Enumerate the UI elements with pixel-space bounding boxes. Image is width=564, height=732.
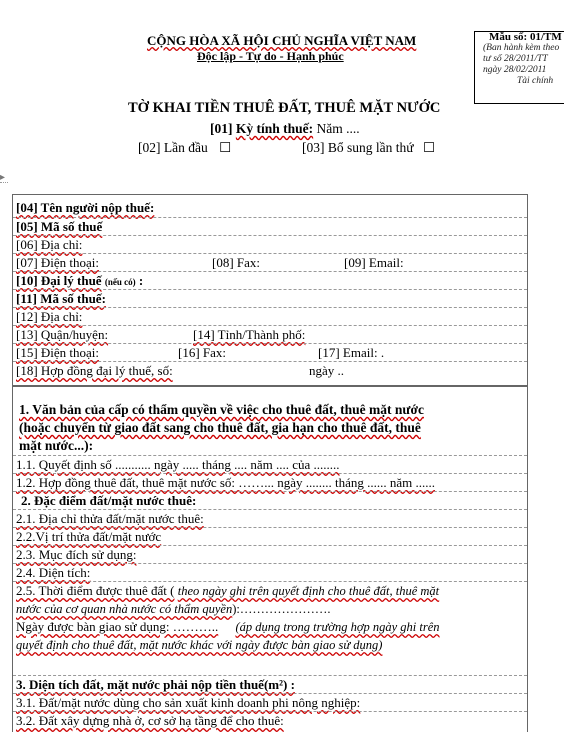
tax-period-code: [01] [210,121,233,136]
first-time-label: [02] Lần đầu [138,140,208,155]
section1-title: 1. Văn bản của cấp có thẩm quyền về việc cho thuê đất, thuê mặt nước (hoặc chuyển từ giao đất sang cho thuê đất, gia hạn cho thuê đất, thuê mặt nước...): [19,402,424,453]
taxpayer-name-row [13,199,527,217]
first-time-checkbox[interactable]: ☐ [219,140,232,155]
taxpayer-info-table [12,194,528,386]
form-number-box [474,31,564,104]
agent-address-label: [12] Địa chỉ: [16,309,83,324]
land-address-label: 2.1. Địa chỉ thửa đất/mặt nước thuê: [16,511,204,526]
nonagri-area-label: 3.1. Đất/mặt nước dùng cho sản xuất kinh doanh phi nông nghiệp: [16,695,361,710]
agent-fax-label: [16] Fax: [178,345,227,360]
form-issued-line3: ngày 28/02/2011 [483,65,547,75]
supplement-label: [03] Bổ sung lần thứ [302,140,414,155]
form-code: Mẫu số: 01/TM [489,31,562,43]
agent-contact-row [13,343,527,362]
country-heading: CỘNG HÒA XÃ HỘI CHỦ NGHĨA VIỆT NAM [147,33,417,48]
decision-line: 1.1. Quyết định số ........... ngày ..... tháng .... năm .... của ........ [16,457,340,472]
margin-marker-icon: ▸ [0,172,6,183]
form-title: TỜ KHAI TIỀN THUÊ ĐẤT, THUÊ MẶT NƯỚC [128,100,441,116]
section2-lease-time-row [13,581,527,654]
first-time-option[interactable] [138,140,231,156]
land-position-label: 2.2.Vị trí thửa đất/mặt nước [16,529,162,544]
agent-contract-row [13,361,527,380]
taxpayer-taxcode-label: [05] Mã số thuế [16,219,103,234]
section2-title: 2. Đặc điểm đất/mặt nước thuê: [21,493,197,508]
agent-taxcode-label: [11] Mã số thuế: [16,291,106,306]
taxpayer-name-label: [04] Tên người nộp thuế: [16,200,155,215]
lease-time-block: 2.5. Thời điểm được thuê đất ( theo ngày ghi trên quyết định cho thuê đất, thuê mặt nước của cơ quan nhà nước có thẩm quyền):…………………. Ngày được bàn giao sử dụng: ……….. (áp dụng trong trường hợp ngày ghi trên quyết định cho thuê đất, mặt nước khác với ngày được bàn giao sử dụng) [16,583,440,652]
land-purpose-label: 2.3. Mục đích sử dụng: [16,547,137,562]
section1-contract-row [13,473,527,492]
agent-district-label: [13] Quận/huyện: [16,327,109,342]
agent-address-row [13,307,527,326]
section3-nonagri-row [13,693,527,712]
lease-contract-line: 1.2. Hợp đồng thuê đất, thuê mặt nước số: ……... ngày ........ tháng ...... năm ...... [16,475,436,490]
section3-housing-row [13,711,527,730]
section2-title-row [13,491,527,510]
agent-email-label: [17] Email: . [318,345,385,360]
taxpayer-contact-row [13,253,527,272]
agent-contract-label: [18] Hợp đồng đại lý thuế, số: [16,363,173,378]
section2-area-row [13,563,527,582]
form-issued-line2: tư số 28/2011/TT [483,54,548,64]
taxpayer-taxcode-row [13,217,527,236]
agent-province-label: [14] Tỉnh/Thành phố: [193,327,306,342]
section2-purpose-row [13,545,527,564]
taxpayer-email-label: [09] Email: [344,255,404,270]
tax-period-label: Kỳ tính thuế: [235,121,314,136]
taxpayer-fax-label: [08] Fax: [212,255,261,270]
taxpayer-address-row [13,235,527,254]
section1-decision-row [13,455,527,474]
agent-phone-label: [15] Điện thoại: [16,345,100,360]
agent-note: (nếu có) [104,277,136,287]
form-issued-line4: Tài chính [517,76,554,86]
handover-date-label: Ngày được bàn giao sử dụng: ……….. [16,619,219,634]
agent-title-row [13,271,527,290]
form-issued-line1: (Ban hành kèm theo [483,43,560,53]
motto: Độc lập - Tự do - Hạnh phúc [197,49,344,63]
agent-contract-date: ngày .. [309,363,345,378]
taxpayer-address-label: [06] Địa chỉ: [16,237,83,252]
taxpayer-phone-label: [07] Điện thoại: [16,255,100,270]
land-area-label: 2.4. Diện tích: [16,565,91,580]
agent-title: [10] Đại lý thuế (nếu có) : [16,273,144,288]
section3-title-row [13,675,527,694]
supplement-option[interactable] [302,140,435,156]
tax-period-value: Năm .... [316,121,360,136]
land-details-table [12,386,528,732]
margin-line [0,182,8,183]
housing-area-label: 3.2. Đất xây dựng nhà ở, cơ sở hạ tầng để cho thuê: [16,713,284,728]
agent-location-row [13,325,527,344]
agent-taxcode-row [13,289,527,308]
section2-position-row [13,527,527,546]
supplement-checkbox[interactable]: ☐ [422,140,436,155]
section2-address-row [13,509,527,528]
tax-period [210,121,360,137]
section3-title: 3. Diện tích đất, mặt nước phải nộp tiền thuế(m²) : [16,677,295,692]
